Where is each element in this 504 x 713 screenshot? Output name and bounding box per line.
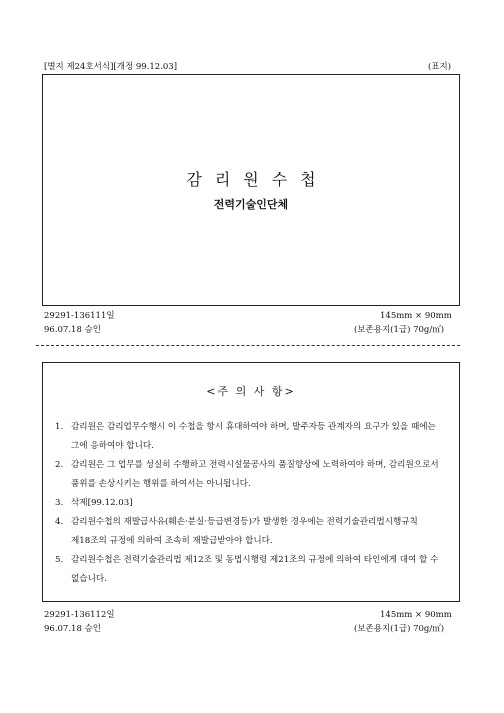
size-spec: 145mm × 90mm — [380, 610, 452, 620]
cut-line — [36, 345, 460, 346]
cover-side-label: (표지) — [428, 62, 452, 72]
item-text: 감리원수첩의 재발급사유(훼손·분실·등급변경등)가 발생한 경우에는 전력기술관리법시행규칙 제18조의 규정에 의하여 조속히 재발급받아야 합니다. — [71, 517, 418, 546]
approval-date: 96.07.18 승인 — [44, 325, 101, 335]
paper-spec: (보존용지(1급) 70g/㎡) — [354, 325, 445, 335]
cover-title: 감리원수첩 — [186, 170, 329, 189]
notice-title: <주 의 사 항> — [206, 385, 296, 398]
list-item — [55, 456, 451, 494]
form-label: [별지 제24호서식][개정 99.12.03] — [44, 62, 178, 72]
cover-subtitle: 전력기술인단체 — [213, 198, 289, 211]
item-text: 삭제[99.12.03] — [71, 498, 133, 508]
item-text: 감리원은 그 업무를 성실히 수행하고 전력시설물공사의 품질향상에 노력하여야 하며, 감리원으로서 품위를 손상시키는 행위를 하여서는 아니됩니다. — [71, 460, 439, 489]
item-number: 5. — [55, 555, 64, 565]
list-item — [55, 551, 451, 589]
form-code: 29291-136112일 — [44, 610, 115, 620]
item-number: 3. — [55, 498, 64, 508]
item-text: 감리원수첩은 전력기술관리법 제12조 및 동법시행령 제21조의 규정에 의하여 타인에게 대여 할 수 없습니다. — [71, 555, 439, 584]
item-text: 감리원은 감리업무수행시 이 수첩을 항시 휴대하여야 하며, 발주자등 관계자의 요구가 있을 때에는 그에 응하여야 합니다. — [71, 422, 436, 451]
item-number: 2. — [55, 460, 64, 470]
paper-spec: (보존용지(1급) 70g/㎡) — [354, 624, 445, 634]
cover-box — [42, 74, 460, 306]
size-spec: 145mm × 90mm — [380, 311, 452, 321]
item-number: 4. — [55, 517, 64, 527]
item-number: 1. — [55, 422, 64, 432]
notice-box — [42, 362, 460, 602]
form-code: 29291-136111일 — [44, 311, 115, 321]
approval-date: 96.07.18 승인 — [44, 624, 101, 634]
list-item — [55, 494, 451, 513]
list-item — [55, 418, 451, 456]
notice-list — [55, 418, 451, 589]
list-item — [55, 513, 451, 551]
